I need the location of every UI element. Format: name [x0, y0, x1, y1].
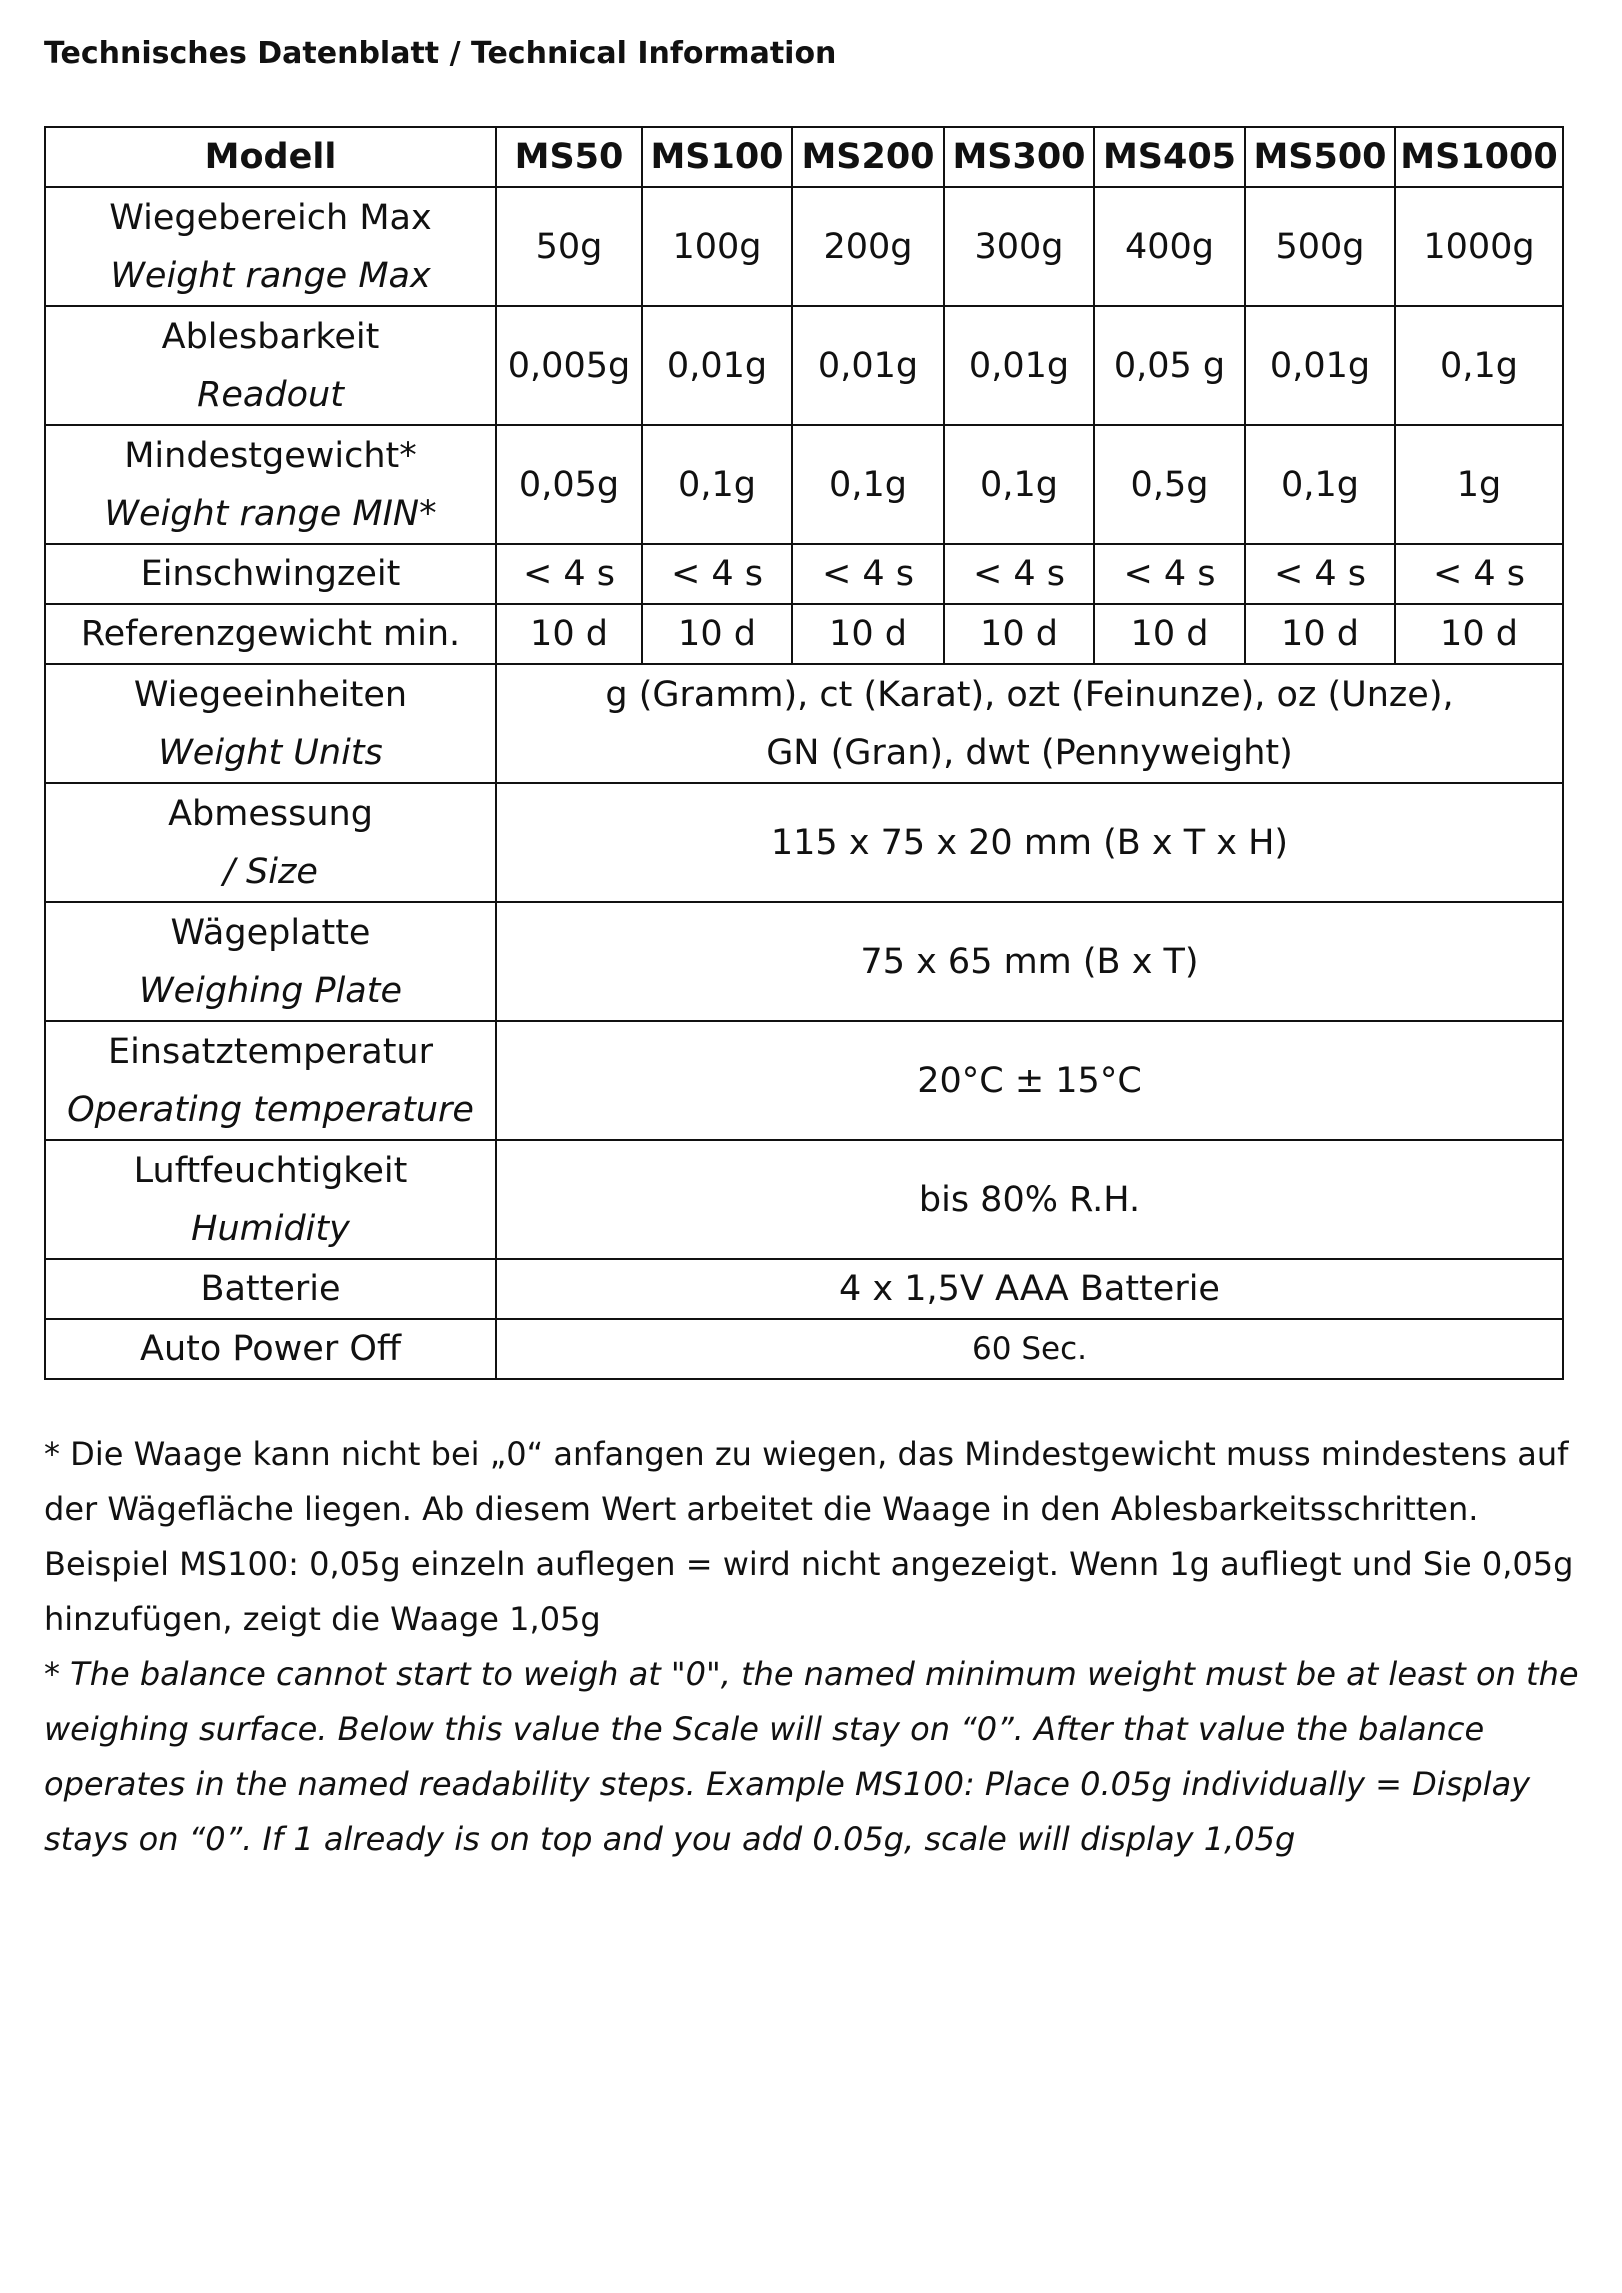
- table-cell: 500g: [1245, 187, 1395, 306]
- model-header: MS50: [496, 127, 642, 187]
- row-label-en: Weighing Plate: [138, 970, 403, 1011]
- units-line: g (Gramm), ct (Karat), ozt (Feinunze), oz (Unze),: [605, 674, 1454, 715]
- table-cell: 0,01g: [792, 306, 944, 425]
- table-cell: < 4 s: [1245, 544, 1395, 604]
- table-cell: < 4 s: [1395, 544, 1563, 604]
- row-label: [45, 902, 496, 1021]
- table-cell: 10 d: [1094, 604, 1245, 664]
- footnotes: [44, 1427, 1584, 1867]
- row-label: [45, 664, 496, 783]
- table-row: [45, 187, 1563, 306]
- table-cell: 300g: [944, 187, 1094, 306]
- row-label-de: Einsatztemperatur: [107, 1031, 434, 1072]
- table-row: [45, 425, 1563, 544]
- table-cell: 50g: [496, 187, 642, 306]
- table-row: [45, 604, 1563, 664]
- row-label-en: / Size: [223, 851, 318, 892]
- table-cell: 10 d: [944, 604, 1094, 664]
- table-cell: 200g: [792, 187, 944, 306]
- table-row: [45, 783, 1563, 902]
- row-label-de: Mindestgewicht*: [124, 435, 417, 476]
- table-cell: 0,1g: [792, 425, 944, 544]
- table-cell-span: 4 x 1,5V AAA Batterie: [496, 1259, 1563, 1319]
- model-header: MS500: [1245, 127, 1395, 187]
- table-row: [45, 902, 1563, 1021]
- model-header: MS200: [792, 127, 944, 187]
- table-cell: 0,05 g: [1094, 306, 1245, 425]
- table-cell: 0,5g: [1094, 425, 1245, 544]
- table-cell: < 4 s: [792, 544, 944, 604]
- table-cell: 1000g: [1395, 187, 1563, 306]
- row-label: [45, 306, 496, 425]
- page-title: Technisches Datenblatt / Technical Information: [44, 36, 837, 71]
- model-header: MS300: [944, 127, 1094, 187]
- table-cell: 1g: [1395, 425, 1563, 544]
- table-row: [45, 1021, 1563, 1140]
- table-row: [45, 1319, 1563, 1379]
- table-cell: 400g: [1094, 187, 1245, 306]
- table-cell-span: 60 Sec.: [496, 1319, 1563, 1379]
- table-cell: 0,05g: [496, 425, 642, 544]
- row-label-de: Wägeplatte: [170, 912, 371, 953]
- row-label: Referenzgewicht min.: [45, 604, 496, 664]
- table-cell: 0,1g: [944, 425, 1094, 544]
- spec-table: [44, 126, 1564, 1380]
- table-row: [45, 1140, 1563, 1259]
- table-cell-span: 115 x 75 x 20 mm (B x T x H): [496, 783, 1563, 902]
- model-header: MS100: [642, 127, 792, 187]
- header-row: [45, 127, 1563, 187]
- row-label-en: Weight range Max: [110, 255, 431, 296]
- table-cell: 0,1g: [642, 425, 792, 544]
- row-label-en: Readout: [197, 374, 344, 415]
- table-row: [45, 544, 1563, 604]
- table-cell-span: bis 80% R.H.: [496, 1140, 1563, 1259]
- footnote-en: * The balance cannot start to weigh at "0", the named minimum weight must be at least on the weighing surface. Below this value the Scale will stay on “0”. After that value the balance operates in the named readability steps. Example MS100: Place 0.05g individually = Display stays on “0”. If 1 already is on top and you add 0.05g, scale will display 1,05g: [44, 1655, 1579, 1858]
- row-label-de: Luftfeuchtigkeit: [133, 1150, 408, 1191]
- row-label: [45, 783, 496, 902]
- table-cell: 10 d: [496, 604, 642, 664]
- table-cell: < 4 s: [1094, 544, 1245, 604]
- row-label-en: Operating temperature: [67, 1089, 474, 1130]
- table-cell-span: 75 x 65 mm (B x T): [496, 902, 1563, 1021]
- row-label: Auto Power Off: [45, 1319, 496, 1379]
- row-label-de: Wiegeeinheiten: [133, 674, 408, 715]
- table-cell: 10 d: [1245, 604, 1395, 664]
- table-cell: 0,01g: [642, 306, 792, 425]
- table-cell: 0,01g: [944, 306, 1094, 425]
- row-label: [45, 1140, 496, 1259]
- table-cell: < 4 s: [642, 544, 792, 604]
- table-row: [45, 664, 1563, 783]
- row-label-en: Weight Units: [158, 732, 383, 773]
- model-header: MS1000: [1395, 127, 1563, 187]
- row-label: Einschwingzeit: [45, 544, 496, 604]
- table-cell-span: [496, 664, 1563, 783]
- model-header-label: Modell: [45, 127, 496, 187]
- table-cell: 0,005g: [496, 306, 642, 425]
- table-cell: < 4 s: [496, 544, 642, 604]
- table-cell: < 4 s: [944, 544, 1094, 604]
- table-cell: 0,1g: [1245, 425, 1395, 544]
- table-cell: 100g: [642, 187, 792, 306]
- row-label-de: Wiegebereich Max: [109, 197, 432, 238]
- footnote-de: * Die Waage kann nicht bei „0“ anfangen zu wiegen, das Mindestgewicht muss mindestens auf der Wägefläche liegen. Ab diesem Wert arbeitet die Waage in den Ablesbarkeitsschritten. Beispiel MS100: 0,05g einzeln auflegen = wird nicht angezeigt. Wenn 1g aufliegt und Sie 0,05g hinzufügen, zeigt die Waage 1,05g: [44, 1435, 1574, 1638]
- row-label-en: Humidity: [191, 1208, 350, 1249]
- table-row: [45, 1259, 1563, 1319]
- row-label: [45, 425, 496, 544]
- model-header: MS405: [1094, 127, 1245, 187]
- row-label: [45, 1021, 496, 1140]
- table-cell: 10 d: [1395, 604, 1563, 664]
- table-cell: 10 d: [792, 604, 944, 664]
- table-cell-span: 20°C ± 15°C: [496, 1021, 1563, 1140]
- table-cell: 0,01g: [1245, 306, 1395, 425]
- row-label: Batterie: [45, 1259, 496, 1319]
- table-cell: 0,1g: [1395, 306, 1563, 425]
- table-row: [45, 306, 1563, 425]
- table-cell: 10 d: [642, 604, 792, 664]
- row-label-de: Abmessung: [168, 793, 373, 834]
- row-label-de: Ablesbarkeit: [161, 316, 380, 357]
- units-line: GN (Gran), dwt (Pennyweight): [766, 732, 1293, 773]
- row-label-en: Weight range MIN*: [104, 493, 437, 534]
- row-label: [45, 187, 496, 306]
